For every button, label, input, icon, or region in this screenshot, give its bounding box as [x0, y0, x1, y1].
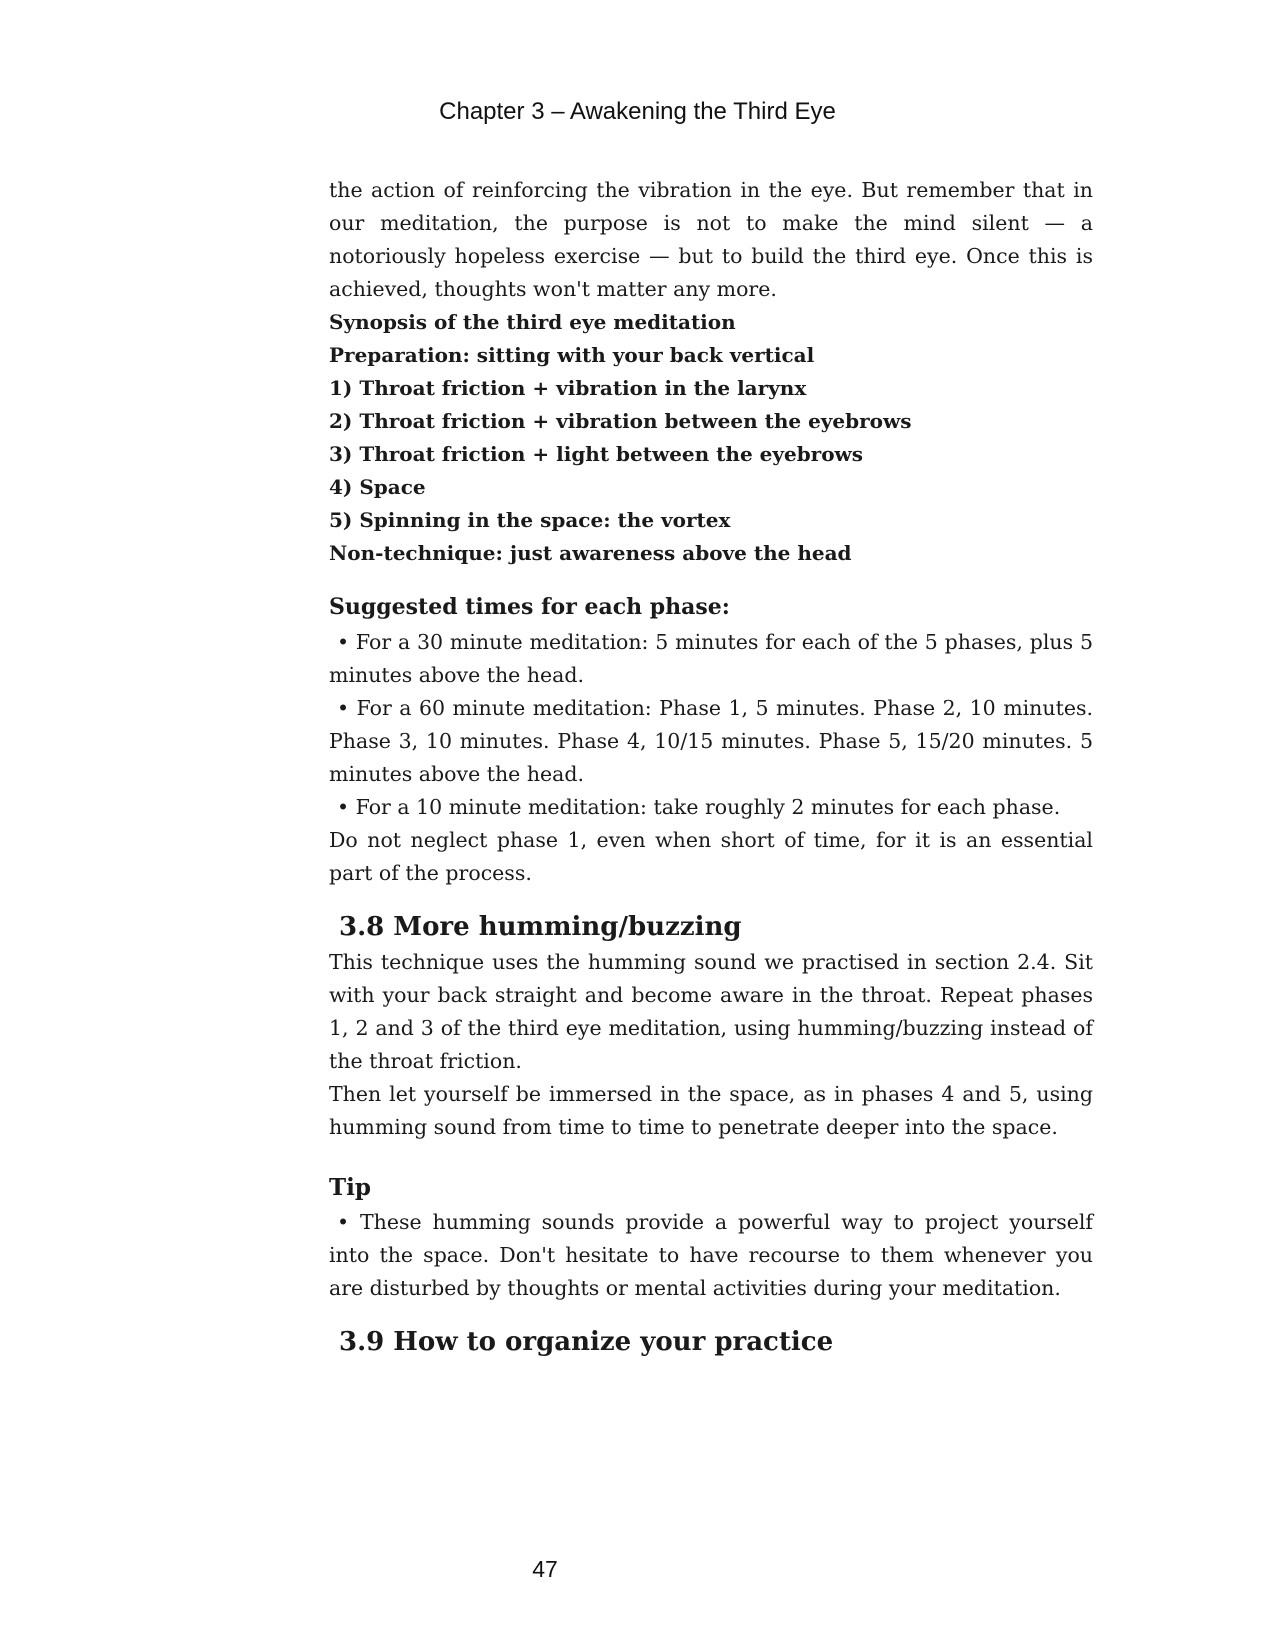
section-3-9-heading: 3.9 How to organize your practice	[339, 1327, 834, 1357]
synopsis-phase-4: 4) Space	[329, 475, 426, 499]
running-header: Chapter 3 – Awakening the Third Eye	[439, 98, 836, 125]
page-body	[329, 174, 1093, 1361]
synopsis-preparation: Preparation: sitting with your back vertical	[329, 343, 815, 367]
synopsis-non-technique: Non-technique: just awareness above the head	[329, 541, 852, 565]
synopsis-phase-2: 2) Throat friction + vibration between the eyebrows	[329, 409, 912, 433]
synopsis-title: Synopsis of the third eye meditation	[329, 310, 736, 334]
section-3-8-paragraph-1: This technique uses the humming sound we practised in section 2.4. Sit with your back straight and become aware in the throat. Repeat phases 1, 2 and 3 of the third eye meditation, using humming/buzzing instead of the throat friction.	[329, 950, 1093, 1073]
tip-bullet: • These humming sounds provide a powerful way to project yourself into the space. Don't hesitate to have recourse to them whenever you are disturbed by thoughts or mental activities during your meditation.	[329, 1210, 1093, 1300]
synopsis-phase-5: 5) Spinning in the space: the vortex	[329, 508, 731, 532]
suggested-times-bullet-30: • For a 30 minute meditation: 5 minutes for each of the 5 phases, plus 5 minutes above the head.	[329, 630, 1093, 687]
suggested-times-bullet-10: • For a 10 minute meditation: take roughly 2 minutes for each phase.	[337, 795, 1061, 819]
section-3-8-heading: 3.8 More humming/buzzing	[339, 912, 742, 942]
suggested-times-note: Do not neglect phase 1, even when short of time, for it is an essential part of the process.	[329, 828, 1093, 885]
section-3-8-paragraph-2: Then let yourself be immersed in the space, as in phases 4 and 5, using humming sound from time to time to penetrate deeper into the space.	[329, 1082, 1093, 1139]
intro-paragraph: the action of reinforcing the vibration in the eye. But remember that in our meditation, the purpose is not to make the mind silent — a notoriously hopeless exercise — but to build the third eye. Once this is achieved, thoughts won't matter any more.	[329, 178, 1093, 301]
page-number: 47	[532, 1556, 558, 1582]
suggested-times-heading: Suggested times for each phase:	[329, 594, 730, 620]
suggested-times-bullet-60: • For a 60 minute meditation: Phase 1, 5 minutes. Phase 2, 10 minutes. Phase 3, 10 minutes. Phase 4, 10/15 minutes. Phase 5, 15/20 minutes. 5 minutes above the head.	[329, 696, 1093, 786]
synopsis-phase-3: 3) Throat friction + light between the eyebrows	[329, 442, 864, 466]
synopsis-phase-1: 1) Throat friction + vibration in the larynx	[329, 376, 807, 400]
tip-heading: Tip	[329, 1174, 371, 1201]
